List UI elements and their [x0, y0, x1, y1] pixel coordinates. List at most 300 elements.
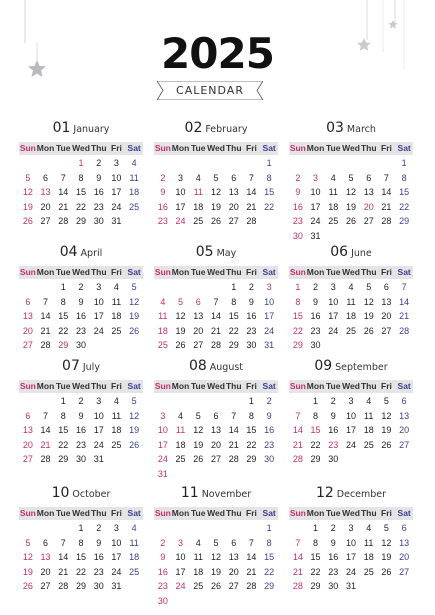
weekday-label: Thu	[360, 267, 377, 277]
weekday-label: Fri	[111, 381, 122, 391]
day-cell: 19	[22, 566, 33, 577]
empty-cell	[189, 394, 207, 409]
empty-cell	[207, 394, 225, 409]
month-title	[154, 484, 278, 504]
day-cell: 27	[40, 216, 51, 226]
day-cell: 12	[22, 187, 33, 197]
month-number: 03	[326, 120, 344, 136]
day-cell: 14	[58, 552, 69, 562]
day-cell: 28	[210, 340, 221, 350]
day-cell: 20	[228, 566, 239, 577]
day-cell: 20	[381, 311, 392, 321]
calendar-year: 2025	[161, 29, 274, 78]
month-title	[19, 484, 143, 504]
day-cell: 10	[310, 187, 321, 197]
month-number: 10	[51, 485, 70, 501]
month-name: March	[346, 124, 376, 135]
day-cell: 13	[228, 552, 239, 562]
day-cell: 13	[399, 410, 410, 421]
day-cell: 11	[193, 187, 203, 197]
weekday-label: Mon	[171, 508, 190, 518]
day-cell: 29	[58, 454, 69, 464]
day-cell: 18	[193, 566, 204, 577]
empty-cell	[37, 280, 55, 295]
empty-cell	[154, 394, 172, 409]
empty-cell	[243, 156, 261, 171]
day-cell: 29	[399, 216, 410, 226]
weekday-label: Mon	[36, 381, 55, 391]
day-cell: 1	[313, 396, 319, 406]
day-cell: 15	[228, 311, 239, 321]
day-cell: 8	[60, 410, 66, 421]
day-cell: 2	[96, 523, 102, 533]
weekday-label: Tue	[191, 267, 206, 277]
days-grid	[19, 521, 143, 594]
day-cell: 3	[348, 523, 354, 533]
day-cell: 2	[96, 158, 102, 168]
day-cell: 29	[75, 216, 86, 226]
day-cell: 10	[264, 296, 275, 307]
day-cell: 12	[22, 552, 33, 562]
day-cell: 14	[246, 187, 257, 197]
day-cell: 20	[193, 325, 204, 336]
day-cell: 1	[266, 158, 272, 168]
day-cell: 18	[193, 201, 204, 212]
day-cell: 16	[328, 552, 339, 562]
day-cell: 5	[25, 537, 31, 548]
days-grid	[19, 156, 143, 229]
day-cell: 19	[210, 201, 221, 212]
weekday-label: Fri	[111, 143, 122, 153]
day-cell: 8	[248, 410, 254, 421]
day-cell: 10	[345, 537, 356, 548]
day-cell: 4	[113, 282, 119, 292]
day-cell: 1	[313, 523, 319, 533]
day-cell: 4	[366, 396, 372, 406]
day-cell: 18	[129, 552, 140, 562]
day-cell: 8	[295, 296, 301, 307]
month-title	[154, 119, 278, 139]
day-cell: 11	[175, 425, 186, 435]
month-name: October	[72, 489, 111, 500]
day-cell: 6	[213, 410, 219, 421]
day-cell: 13	[399, 537, 410, 548]
empty-cell	[37, 521, 55, 536]
day-cell: 14	[228, 425, 239, 435]
day-cell: 19	[129, 311, 140, 321]
day-cell: 21	[210, 325, 221, 336]
weekday-label: Mon	[36, 508, 55, 518]
day-cell: 16	[93, 552, 104, 562]
day-cell: 29	[310, 581, 321, 591]
day-cell: 30	[93, 216, 104, 226]
day-cell: 12	[210, 187, 221, 197]
day-cell: 9	[78, 410, 84, 421]
weekday-label: Wed	[72, 143, 90, 153]
day-cell: 26	[22, 216, 33, 226]
month-name: April	[80, 248, 103, 259]
day-cell: 31	[310, 230, 321, 241]
day-cell: 2	[78, 396, 84, 406]
day-cell: 8	[313, 537, 319, 548]
weekday-label: Thu	[225, 508, 242, 518]
day-cell: 29	[58, 340, 69, 350]
day-cell: 21	[381, 201, 392, 212]
day-cell: 24	[264, 325, 275, 336]
day-cell: 24	[93, 325, 104, 336]
weekday-label: Mon	[171, 267, 190, 277]
empty-cell	[54, 521, 72, 536]
day-cell: 22	[310, 439, 321, 450]
weekday-header	[154, 380, 278, 393]
day-cell: 8	[231, 296, 237, 307]
day-cell: 16	[328, 425, 339, 435]
weekday-header	[19, 507, 143, 520]
day-cell: 30	[310, 340, 321, 350]
weekday-label: Tue	[191, 381, 206, 391]
month-01	[19, 119, 143, 229]
weekday-label: Wed	[342, 143, 360, 153]
day-cell: 28	[399, 325, 410, 336]
month-08	[154, 357, 278, 481]
day-cell: 25	[129, 566, 140, 577]
day-cell: 26	[129, 325, 140, 336]
day-cell: 15	[399, 187, 410, 197]
days-grid	[154, 156, 278, 229]
day-cell: 23	[264, 439, 275, 450]
day-cell: 27	[40, 581, 51, 591]
day-cell: 22	[264, 566, 275, 577]
day-cell: 18	[328, 201, 339, 212]
day-cell: 1	[401, 158, 407, 168]
day-cell: 12	[210, 552, 221, 562]
day-cell: 25	[193, 581, 204, 591]
day-cell: 13	[40, 187, 51, 197]
empty-cell	[172, 156, 190, 171]
empty-cell	[172, 280, 190, 295]
day-cell: 30	[75, 340, 86, 350]
day-cell: 28	[40, 454, 51, 464]
empty-cell	[342, 156, 360, 171]
day-cell: 7	[43, 296, 49, 307]
day-cell: 21	[246, 201, 257, 212]
weekday-header	[154, 142, 278, 155]
month-name: August	[209, 362, 244, 373]
day-cell: 9	[330, 537, 336, 548]
days-grid	[19, 280, 143, 353]
empty-cell	[154, 156, 172, 171]
empty-cell	[154, 521, 172, 536]
day-cell: 26	[193, 454, 204, 464]
day-cell: 30	[264, 454, 275, 464]
day-cell: 26	[381, 566, 392, 577]
day-cell: 19	[22, 201, 33, 212]
weekday-label: Sat	[397, 381, 411, 391]
day-cell: 1	[231, 282, 237, 292]
weekday-label: Sat	[262, 267, 276, 277]
day-cell: 2	[330, 523, 336, 533]
day-cell: 6	[43, 537, 49, 548]
day-cell: 29	[292, 340, 303, 350]
month-name: May	[216, 248, 237, 259]
day-cell: 14	[292, 552, 303, 562]
day-cell: 28	[292, 581, 303, 591]
month-name: June	[351, 248, 372, 259]
day-cell: 3	[113, 523, 119, 533]
day-cell: 26	[175, 340, 186, 350]
day-cell: 19	[345, 201, 356, 212]
weekday-header	[154, 266, 278, 279]
empty-cell	[225, 156, 243, 171]
day-cell: 19	[129, 425, 140, 435]
weekday-label: Fri	[381, 381, 392, 391]
day-cell: 23	[310, 325, 321, 336]
day-cell: 14	[40, 425, 51, 435]
day-cell: 6	[231, 537, 237, 548]
day-cell: 3	[178, 537, 184, 548]
day-cell: 7	[248, 172, 254, 183]
day-cell: 1	[248, 396, 254, 406]
day-cell: 3	[160, 410, 166, 421]
day-cell: 12	[193, 425, 204, 435]
weekday-label: Sat	[397, 143, 411, 153]
day-cell: 12	[129, 296, 140, 307]
day-cell: 17	[111, 552, 122, 562]
day-cell: 18	[363, 552, 374, 562]
day-cell: 27	[399, 566, 410, 577]
day-cell: 15	[292, 311, 303, 321]
day-cell: 10	[175, 187, 186, 197]
day-cell: 20	[40, 201, 51, 212]
day-cell: 26	[381, 439, 392, 450]
day-cell: 25	[363, 439, 374, 450]
month-title	[289, 484, 413, 504]
day-cell: 16	[157, 201, 168, 212]
month-name: July	[82, 362, 100, 373]
day-cell: 23	[93, 201, 104, 212]
day-cell: 19	[210, 566, 221, 577]
empty-cell	[37, 156, 55, 171]
weekday-header	[289, 266, 413, 279]
day-cell: 10	[175, 552, 186, 562]
day-cell: 1	[60, 282, 66, 292]
day-cell: 22	[75, 566, 86, 577]
empty-cell	[225, 521, 243, 536]
day-cell: 6	[401, 396, 407, 406]
day-cell: 18	[175, 439, 186, 450]
day-cell: 30	[292, 230, 303, 241]
day-cell: 8	[78, 537, 84, 548]
weekday-label: Mon	[306, 267, 325, 277]
weekday-label: Tue	[326, 267, 341, 277]
month-title	[289, 119, 413, 139]
day-cell: 4	[348, 282, 354, 292]
day-cell: 10	[345, 410, 356, 421]
days-grid	[289, 156, 413, 243]
days-grid	[154, 280, 278, 353]
day-cell: 7	[43, 410, 49, 421]
day-cell: 16	[310, 311, 321, 321]
day-cell: 15	[246, 425, 257, 435]
day-cell: 6	[366, 172, 372, 183]
weekday-label: Sun	[289, 267, 306, 277]
day-cell: 6	[383, 282, 389, 292]
day-cell: 15	[310, 552, 321, 562]
day-cell: 18	[111, 425, 122, 435]
day-cell: 20	[210, 439, 221, 450]
day-cell: 28	[58, 216, 69, 226]
day-cell: 19	[363, 311, 374, 321]
day-cell: 21	[58, 201, 69, 212]
day-cell: 19	[193, 439, 204, 450]
day-cell: 12	[129, 410, 140, 421]
day-cell: 23	[75, 439, 86, 450]
day-cell: 17	[93, 311, 104, 321]
day-cell: 1	[60, 396, 66, 406]
weekday-label: Fri	[246, 508, 257, 518]
weekday-label: Thu	[360, 143, 377, 153]
day-cell: 31	[345, 581, 356, 591]
day-cell: 8	[266, 537, 272, 548]
day-cell: 25	[328, 216, 339, 226]
day-cell: 13	[22, 311, 33, 321]
day-cell: 29	[75, 581, 86, 591]
day-cell: 23	[292, 216, 303, 226]
month-title	[154, 243, 278, 263]
empty-cell	[19, 156, 37, 171]
weekday-label: Fri	[246, 267, 257, 277]
weekday-label: Fri	[111, 267, 122, 277]
day-cell: 30	[93, 581, 104, 591]
month-name: September	[335, 362, 388, 373]
weekday-label: Tue	[191, 508, 206, 518]
day-cell: 13	[22, 425, 33, 435]
day-cell: 21	[246, 566, 257, 577]
day-cell: 16	[264, 425, 275, 435]
day-cell: 22	[399, 201, 410, 212]
day-cell: 13	[40, 552, 51, 562]
day-cell: 17	[175, 566, 186, 577]
day-cell: 9	[295, 187, 301, 197]
empty-cell	[289, 394, 307, 409]
weekday-header	[289, 507, 413, 520]
weekday-header	[289, 142, 413, 155]
day-cell: 14	[381, 187, 392, 197]
day-cell: 13	[363, 187, 374, 197]
weekday-label: Tue	[326, 508, 341, 518]
day-cell: 3	[96, 282, 102, 292]
day-cell: 27	[22, 340, 33, 350]
month-name: January	[73, 124, 110, 135]
day-cell: 7	[295, 410, 301, 421]
day-cell: 25	[345, 325, 356, 336]
day-cell: 8	[266, 172, 272, 183]
day-cell: 21	[228, 439, 239, 450]
weekday-label: Thu	[90, 267, 107, 277]
month-title	[154, 357, 278, 377]
day-cell: 11	[364, 410, 374, 421]
day-cell: 16	[75, 311, 86, 321]
weekday-label: Fri	[111, 508, 122, 518]
day-cell: 30	[328, 454, 339, 464]
day-cell: 16	[93, 187, 104, 197]
day-cell: 10	[111, 172, 122, 183]
day-cell: 5	[213, 537, 219, 548]
day-cell: 7	[295, 537, 301, 548]
weekday-label: Thu	[90, 381, 107, 391]
weekday-label: Wed	[72, 508, 90, 518]
day-cell: 27	[193, 340, 204, 350]
month-number: 04	[59, 244, 78, 260]
days-grid	[289, 394, 413, 467]
day-cell: 18	[345, 311, 356, 321]
day-cell: 9	[330, 410, 336, 421]
day-cell: 30	[75, 454, 86, 464]
day-cell: 24	[93, 439, 104, 450]
day-cell: 22	[228, 325, 239, 336]
month-name: December	[336, 489, 387, 500]
day-cell: 28	[292, 454, 303, 464]
day-cell: 30	[157, 595, 168, 606]
day-cell: 14	[58, 187, 69, 197]
days-grid	[19, 394, 143, 467]
day-cell: 24	[157, 454, 168, 464]
day-cell: 13	[210, 425, 221, 435]
day-cell: 27	[399, 439, 410, 450]
day-cell: 21	[58, 566, 69, 577]
day-cell: 10	[111, 537, 122, 548]
empty-cell	[378, 156, 396, 171]
day-cell: 4	[178, 410, 184, 421]
day-cell: 28	[40, 340, 51, 350]
month-title	[19, 119, 143, 139]
day-cell: 17	[111, 187, 122, 197]
day-cell: 29	[264, 581, 275, 591]
days-grid	[289, 280, 413, 353]
day-cell: 14	[399, 296, 410, 307]
day-cell: 24	[111, 566, 122, 577]
empty-cell	[360, 156, 378, 171]
weekday-label: Tue	[191, 143, 206, 153]
day-cell: 20	[363, 201, 374, 212]
weekday-label: Thu	[90, 508, 107, 518]
day-cell: 24	[345, 439, 356, 450]
empty-cell	[289, 156, 307, 171]
day-cell: 10	[157, 425, 168, 435]
day-cell: 4	[195, 172, 201, 183]
day-cell: 29	[310, 454, 321, 464]
month-06	[289, 243, 413, 353]
weekday-label: Sat	[262, 381, 276, 391]
day-cell: 24	[175, 581, 186, 591]
day-cell: 21	[40, 439, 51, 450]
day-cell: 1	[295, 282, 301, 292]
weekday-label: Wed	[72, 267, 90, 277]
weekday-header	[289, 380, 413, 393]
day-cell: 23	[75, 325, 86, 336]
day-cell: 5	[178, 296, 184, 307]
weekday-label: Sat	[397, 267, 411, 277]
empty-cell	[307, 156, 325, 171]
day-cell: 5	[25, 172, 31, 183]
month-11	[154, 484, 278, 608]
day-cell: 9	[160, 552, 166, 562]
day-cell: 9	[266, 410, 272, 421]
month-07	[19, 357, 143, 467]
day-cell: 8	[60, 296, 66, 307]
day-cell: 28	[228, 454, 239, 464]
weekday-label: Tue	[56, 508, 71, 518]
